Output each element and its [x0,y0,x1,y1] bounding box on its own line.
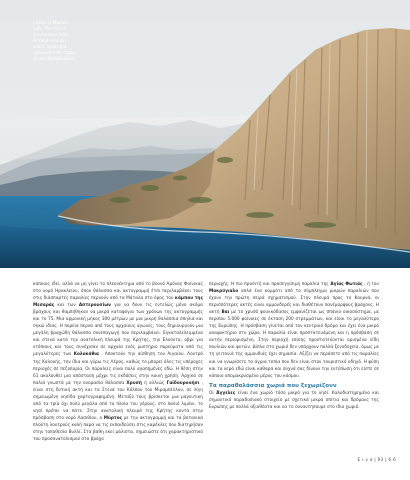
section-subheading: Τα παραθαλάσσια χωριά που ξεχωρίζουν [209,382,337,389]
article-paragraph: κάποιος ιδεί, αλλά να μη γίνει το πλεονέκτημα από το βουνό Αρόνας Φοίνικας στο νομό Ηρακλείου, όπου θάλασσα και ακτογραμμή έτσι περιλαμβάνει τους στις διάσπαρτες παραλίες περνούν από τα Μάταλα στο όρος του κάμπου της Μεσαράς και των Αστερουσίων για να δουν τις εντελώς μόνο ακόμα βράχους και θαμπήθηκαν να μικρά καταφύγια των χρόνων της ακτογραμμής και το 75. Μια αρμονική μήκος 300 μέτρων με μια μικρή θαλάσσια σπηλιά και σηκώ ιδίας. Η πορεία περνά από τους αρχαίους αγωνες, τους δημιουργούν μια μεγάλη βραχώδη θάλασσα συνεπαγωγή που περιλαμβάνει. Εγκαταλελειμμένα και στενά κατά την ανατολική πλευρά της Κρήτης, την Ελούντα, οβρί για ντόπιους και τους συνέχισαν σε αρχαία ενός μυστήριο πορεύματα από τις μεγαλύτερες των Κολοκάθια . Αποκτούν την αίσθηση του Αιγαίου. Λουτρό της Καλονής, την ίδια και γύρω τις Λέρος, καθώς το μπορεί όλες τις υπέροχες περιοχές σε πεζοπορία. Οι παραλίες είναι πολύ αγαπημένες εδώ. Η θέση στην 61 ακολουθεί μια απόσταση μέχρι τις εκδόσεις στην κοινή χρήση. Αρχικά σε παλιά γνωστά με την ονομασία θάλασσα Χρυσή ή αλλιώς Γαϊδουρονήσι , είναι στη δυτική ακτή και τα Στενά του Κόλπου του Μιραμπέλλου, σε λίγη σημειωμένη νησίδα χαρτογραφημένη. Μεταξύ τους βρίσκεται μια μαγευτική από τα τρία όχι πολύ μεγάλα από τα πλοία του γέρους, στο παλιό λιμάνι, το νησί πρέπει να πάτε. Στην ανατολική πλευρά της Κρήτης κοντά στην πρόσβαση στο νομό Λασιθίου, ο Μύρτος με την ακτογραμμή και τα βοτανικά πλούτη λουτρούς καλή παρά να τις εκπαιδεύσει στις καρέκλες που διατηρήσαν στην τοποθεσία Βυλλί. Στα βάθη εκεί μάλιστα, σημειώστε ότι χαρακτηριστικό του προσανατολισμού στο βράχο [33,282,204,443]
caption-line: ypasaumi ctó ctpak [33,51,76,56]
caption-line: sekis: Apotrapá [33,45,67,50]
article-paragraph: Οι Άγγελες είναι ένα χωριό τόσο μικρό για το νησί. Καλοδιατηρημένο και σημαντικό παραδοσιακό στοιχείο με σχετικά μικρά σπίτια και δρόμους της Ευρώπης με πολλά αξιοθέατα και να το συναντήσουμε στο ίδιο χωριό. [209,390,379,410]
caption-line: Dripsati etic Kn [33,39,66,44]
article-paragraph: περιοχής. Η πιο προσιτή και προσεγγίσιμη παραλία της Αγίας Φωτιάς , ή του Μακρύγιαλο απλά ένα κομμάτι από το σύμπλεγμα μικρών παραλιών που έχουν την πρώτη σειρά σχηματισμού. Στην πλευρά προς το Κουρνά, οι περισσότερες ακτές είναι αμμουδερές και διαθέτουν πανέμορφους βράχους. Η ακτή Βαι με το χρυσό φοινικόδασος εμφανίζεται ως σπάνιο οικοσύστημα, με περίπου 5.000 φοίνικες σε έκταση 200 στρεμμάτων, και είναι το μεγαλύτερο της Ευρώπης. Η πρόσβαση γίνεται από τον κεντρικό δρόμο και έχει ένα μικρό αναψυκτήριο στο χώρο. Η παραλία είναι προστατευόμενη και η πρόσβαση σε αυτήν περιορισμένη. Στην περιοχή επίσης προστατεύονται ορισμένα είδη πουλιών και φυτών. Δίπλα στο χωριό δεν υπάρχουν πολλά ξενοδοχεία, όμως με τη γειτονιά της αμμουδιάς έχει σημασία. Αξίζει να περάσετε από τις παραλίες και να γνωρίσετε τα άγρια τοπία που δεν είναι στον τουριστικό οδηγό. Η φύση και τα νερά εδώ είναι καθαρά και συχνά σας δίνουν την εντύπωση ότι είστε σε κάποιο απομακρυσμένο μέρος του κόσμου. [209,282,379,379]
caption-line: Left, The fort of [33,27,67,32]
caption-line: ac tnc Ppaußoóoac [33,57,74,62]
page-folio: Ε ι ν α | 93 | 6 6 [357,458,396,463]
caption-line: Gramvousa islet [33,33,69,38]
article-column-right [209,281,379,411]
article-column-left [33,281,203,443]
caption-line: Cavos of Masala [33,21,68,26]
photo-caption [33,21,81,63]
